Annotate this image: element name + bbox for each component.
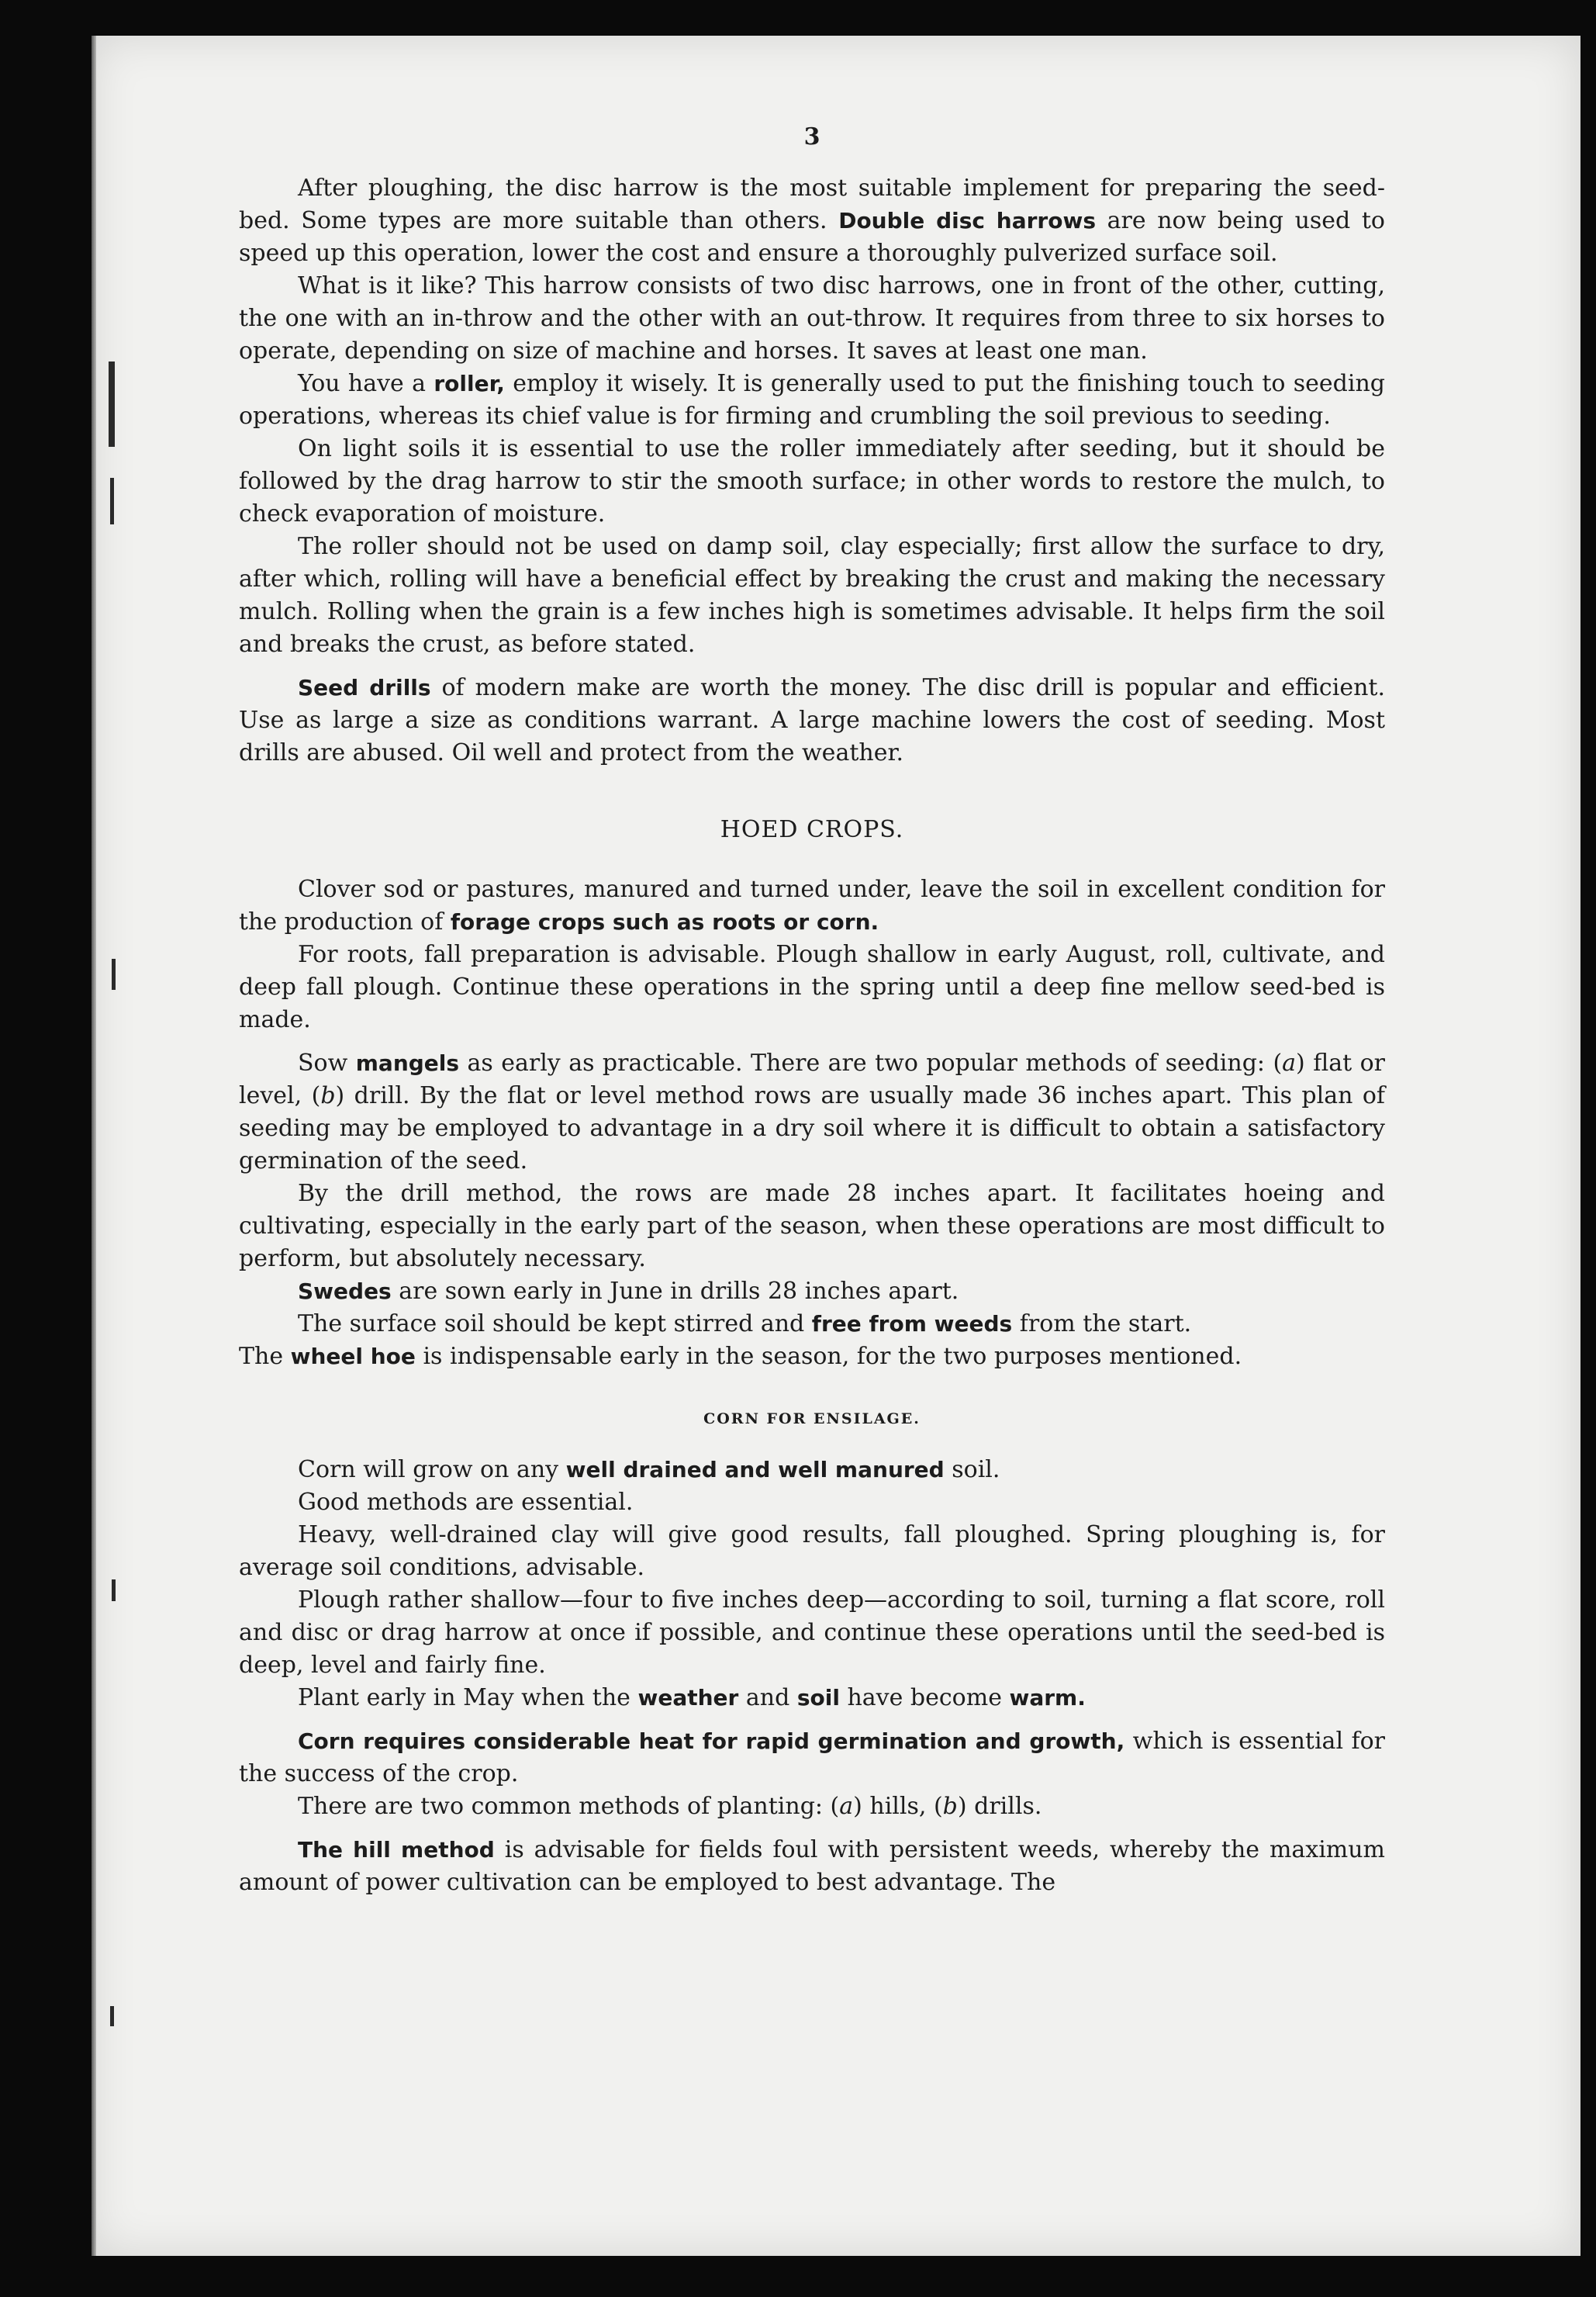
text-run: Clover sod or pastures, manured and turned under, leave the soil in excellent condition for the production of <box>239 876 1385 936</box>
text-run: as early as practicable. There are two popular methods of seeding: ( <box>459 1050 1283 1077</box>
text-run: of modern make are worth the money. The disc drill is popular and efficient. Use as large a size as conditions warrant. A large machine lowers the cost of seeding. Most drills are abused. Oil well and protect from the weather. <box>239 674 1385 766</box>
text-run: There are two common methods of planting: ( <box>298 1793 840 1820</box>
document-page <box>92 36 1580 2256</box>
text-run: Sow <box>298 1050 356 1077</box>
paragraph <box>239 672 1385 770</box>
paragraph <box>239 1682 1385 1714</box>
bold-term: The hill method <box>298 1837 495 1863</box>
text-run: The roller should not be used on damp soil, clay especially; first allow the surface to dry, after which, rolling will have a beneficial effect by breaking the crust and making the necessary mulch. Rolling when the grain is a few inches high is sometimes advisable. It helps firm the soil and breaks the crust, as before stated. <box>239 533 1385 658</box>
paragraph <box>239 873 1385 939</box>
paragraph <box>239 368 1385 433</box>
text-run: which is essential for the success of the crop. <box>239 1728 1385 1787</box>
paragraph <box>239 1790 1385 1823</box>
text-run: The surface soil should be kept stirred and <box>298 1310 812 1337</box>
bold-term: wheel hoe <box>290 1344 416 1369</box>
page-number: 3 <box>803 123 820 150</box>
text-run: By the drill method, the rows are made 28 inches apart. It facilitates hoeing and cultivating, especially in the early part of the season, when these operations are most difficult to perform, but absolutely necessary. <box>239 1180 1385 1272</box>
paragraph <box>239 1834 1385 1899</box>
text-run: Heavy, well-drained clay will give good results, fall ploughed. Spring ploughing is, for average soil conditions, advisable. <box>239 1521 1385 1581</box>
text-run: is indispensable early in the season, for the two purposes mentioned. <box>415 1343 1242 1370</box>
italic-letter: b <box>320 1082 336 1109</box>
text-run: ) hills, ( <box>853 1793 943 1820</box>
paragraph <box>239 1047 1385 1178</box>
bold-term: warm. <box>1009 1685 1086 1711</box>
bold-term: mangels <box>355 1050 460 1076</box>
italic-letter: a <box>1282 1050 1297 1077</box>
paragraph <box>239 1454 1385 1486</box>
bold-term: Double disc harrows <box>838 208 1097 234</box>
paragraph <box>239 270 1385 368</box>
text-run: soil. <box>944 1456 1000 1483</box>
paragraph <box>239 1340 1385 1373</box>
bold-term: well drained and well manured <box>565 1457 945 1482</box>
italic-letter: a <box>839 1793 854 1820</box>
text-run: Corn will grow on any <box>298 1456 566 1483</box>
margin-mark <box>112 1579 116 1601</box>
text-run: Good methods are essential. <box>298 1489 634 1516</box>
bold-term: Swedes <box>298 1278 392 1304</box>
paragraph <box>239 531 1385 661</box>
text-run: You have a <box>298 370 434 397</box>
text-run: and <box>738 1684 797 1711</box>
paragraph <box>239 1519 1385 1584</box>
paragraph <box>239 1486 1385 1519</box>
text-run: For roots, fall preparation is advisable. Plough shallow in early August, roll, cultivate, and deep fall plough. Continue these operations in the spring until a deep fine mellow seed-bed is made. <box>239 941 1385 1033</box>
italic-letter: b <box>942 1793 958 1820</box>
page-text <box>239 121 1385 1899</box>
bold-term: Seed drills <box>298 675 431 701</box>
bold-term: forage crops such as roots or corn. <box>450 909 879 935</box>
section-corn <box>239 1454 1385 1899</box>
heading-corn-for-ensilage: CORN FOR ENSILAGE. <box>703 1410 921 1427</box>
text-run: What is it like? This harrow consists of two disc harrows, one in front of the other, cutting, the one with an in-throw and the other with an out-throw. It requires from three to six horses to operate, depending on size of machine and horses. It saves at least one man. <box>239 272 1385 365</box>
text-run: After ploughing, the disc harrow is the most suitable implement for preparing the seed-bed. Some types are more suitable than others. <box>239 175 1385 234</box>
margin-mark <box>109 362 115 447</box>
paragraph <box>239 939 1385 1036</box>
text-run: is advisable for fields foul with persistent weeds, whereby the maximum amount of power cultivation can be employed to best advantage. The <box>239 1836 1386 1896</box>
paragraph <box>239 1725 1385 1790</box>
text-run: ) flat or level, ( <box>239 1050 1385 1109</box>
text-run: On light soils it is essential to use the roller immediately after seeding, but it should be followed by the drag harrow to stir the smooth surface; in other words to restore the mulch, to check evaporation of moisture. <box>239 435 1385 528</box>
bold-term: Corn requires considerable heat for rapid germination and growth, <box>298 1728 1125 1754</box>
section-tillage <box>239 172 1385 770</box>
bold-term: free from weeds <box>811 1311 1013 1337</box>
text-run: have become <box>839 1684 1010 1711</box>
text-run: from the start. <box>1012 1310 1192 1337</box>
text-run: are sown early in June in drills 28 inches apart. <box>391 1278 959 1305</box>
paragraph <box>239 1178 1385 1275</box>
bold-term: roller, <box>434 371 505 396</box>
section-hoed-crops <box>239 873 1385 1373</box>
paragraph <box>239 433 1385 531</box>
heading-hoed-crops: HOED CROPS. <box>720 816 904 843</box>
binding-edge <box>92 36 96 2256</box>
paragraph <box>239 1308 1385 1340</box>
bold-term: weather <box>637 1685 739 1711</box>
text-run: employ it wisely. It is generally used to put the finishing touch to seeding operations, whereas its chief value is for firming and crumbling the soil previous to seeding. <box>239 370 1386 430</box>
text-run: The <box>239 1343 291 1370</box>
text-run: are now being used to speed up this operation, lower the cost and ensure a thoroughly pulverized surface soil. <box>239 207 1385 267</box>
text-run: Plant early in May when the <box>298 1684 638 1711</box>
paragraph <box>239 1275 1385 1308</box>
margin-mark <box>110 2006 114 2026</box>
margin-mark <box>110 478 114 524</box>
paragraph <box>239 172 1385 270</box>
margin-mark <box>112 959 116 990</box>
text-run: ) drills. <box>957 1793 1042 1820</box>
text-run: ) drill. By the flat or level method rows are usually made 36 inches apart. This plan of seeding may be employed to advantage in a dry soil where it is difficult to obtain a satisfactory germination of the seed. <box>239 1082 1385 1174</box>
text-run: Plough rather shallow—four to five inches deep—according to soil, turning a flat score, roll and disc or drag harrow at once if possible, and continue these operations until the seed-bed is deep, level and fairly fine. <box>239 1586 1385 1679</box>
paragraph <box>239 1584 1385 1682</box>
bold-term: soil <box>796 1685 840 1711</box>
